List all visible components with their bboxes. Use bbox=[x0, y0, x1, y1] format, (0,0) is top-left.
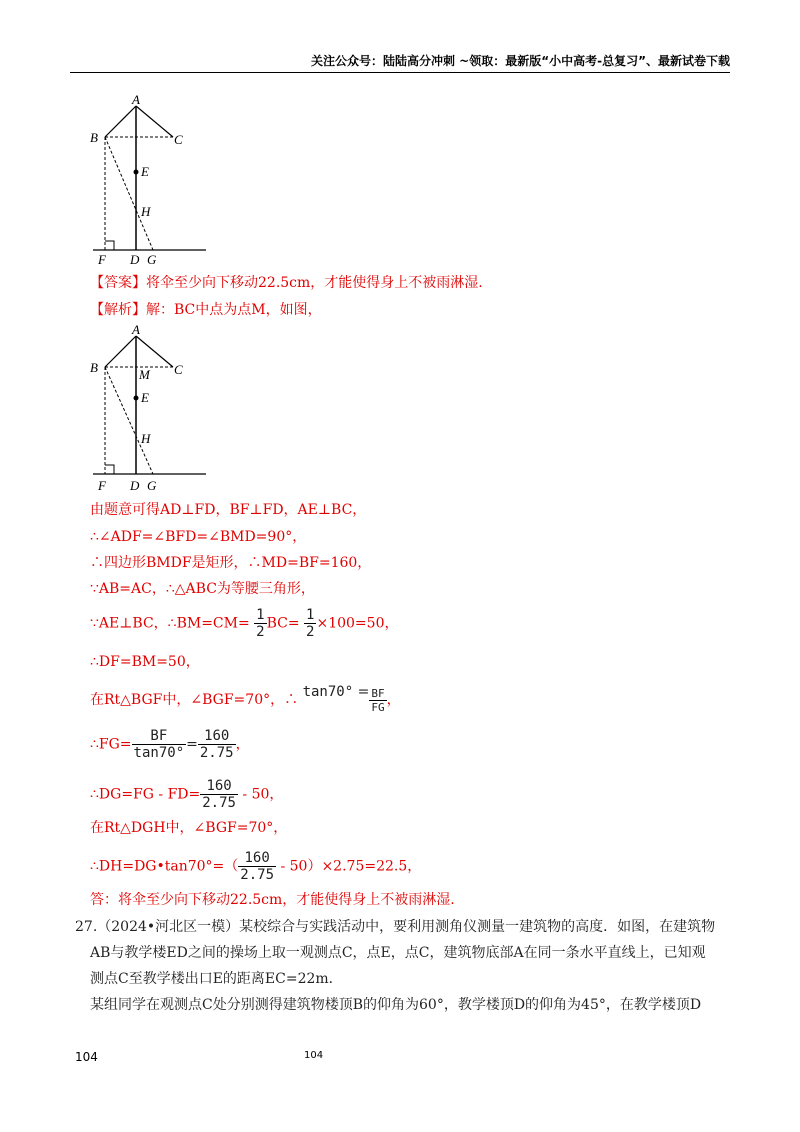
label-a: A bbox=[132, 322, 140, 337]
answer-text: 将伞至少向下移动22.5cm，才能使得身上不被雨淋湿. bbox=[146, 275, 483, 291]
solution-line-4: ∵AB=AC，∴△ABC为等腰三角形， bbox=[90, 581, 315, 597]
l9-pre: ∴DG=FG - FD= bbox=[90, 786, 201, 803]
l5-pre: ∵AE⊥BC，∴BM=CM= bbox=[90, 615, 250, 632]
frac-den: tan70° bbox=[133, 745, 185, 761]
fraction-half-2 bbox=[304, 607, 316, 640]
solution-line-1: 由题意可得AD⊥FD，BF⊥FD，AE⊥BC， bbox=[90, 502, 367, 518]
question-line-4: 某组同学在观测点C处分别测得建筑物楼顶B的仰角为60°，教学楼顶D的仰角为45°，在教学楼顶D bbox=[90, 997, 702, 1013]
label-d: D bbox=[130, 252, 140, 264]
question-number: 27. bbox=[75, 919, 98, 935]
frac-num: 1 bbox=[306, 607, 315, 623]
l9-post: - 50， bbox=[237, 786, 284, 803]
label-b: B bbox=[90, 360, 98, 375]
frac-num: 160 bbox=[238, 850, 276, 867]
fraction-160-275 bbox=[200, 778, 238, 811]
l7-post: ， bbox=[386, 692, 401, 708]
page-header bbox=[70, 50, 730, 73]
solution-line-6: ∴DF=BM=50， bbox=[90, 654, 200, 670]
label-f: F bbox=[98, 478, 106, 493]
question-line-1-text: （2024•河北区一模）某校综合与实践活动中，要利用测角仪测量一建筑物的高度．如图，在建筑物 bbox=[97, 919, 716, 935]
frac-den: 2 bbox=[306, 624, 315, 640]
l8-eq: = bbox=[186, 736, 198, 753]
solution-line-3: ∴四边形BMDF是矩形，∴MD=BF=160， bbox=[90, 555, 372, 571]
label-h: H bbox=[141, 431, 151, 446]
l11-post: - 50）×2.75=22.5， bbox=[276, 858, 422, 875]
label-g: G bbox=[147, 252, 157, 264]
label-h: H bbox=[141, 204, 151, 219]
solution-line-8 bbox=[90, 728, 250, 761]
analysis-text: 解：BC中点为点M，如图， bbox=[146, 302, 322, 318]
label-c: C bbox=[174, 362, 183, 377]
frac-den: 2.75 bbox=[240, 867, 274, 883]
analysis-line bbox=[90, 300, 322, 320]
solution-line-12: 答：将伞至少向下移动22.5cm，才能使得身上不被雨淋湿. bbox=[90, 892, 455, 908]
l5-post: ×100=50， bbox=[316, 615, 399, 632]
frac-den: 2.75 bbox=[202, 795, 236, 811]
l7-pre: 在Rt△BGF中，∠BGF=70°，∴ bbox=[90, 692, 299, 708]
umbrella-figure-2 bbox=[88, 322, 218, 494]
solution-line-2: ∴∠ADF=∠BFD=∠BMD=90°， bbox=[90, 529, 307, 545]
fraction-160-275 bbox=[198, 728, 236, 761]
solution-line-10: 在Rt△DGH中，∠BGF=70°， bbox=[90, 820, 288, 836]
frac-num: 160 bbox=[198, 728, 236, 745]
question-27 bbox=[75, 914, 735, 1018]
answer-line bbox=[90, 273, 483, 293]
frac-num: BF bbox=[371, 686, 385, 700]
umbrella-figure-1 bbox=[88, 92, 218, 264]
label-b: B bbox=[90, 130, 98, 145]
l7-eq: = bbox=[357, 684, 370, 700]
fraction-half-1 bbox=[254, 607, 266, 640]
fraction-bf-tan bbox=[132, 728, 187, 761]
label-g: G bbox=[147, 478, 157, 493]
l8-post: ， bbox=[235, 736, 250, 753]
label-e: E bbox=[141, 164, 149, 179]
question-line-3: 测点C至教学楼出口E的距离EC=22m． bbox=[90, 971, 343, 987]
l11-pre: ∴DH=DG•tan70°=（ bbox=[90, 858, 239, 875]
l5-mid: BC= bbox=[266, 615, 300, 632]
label-a: A bbox=[132, 92, 140, 107]
footer-page-number-left: 104 bbox=[75, 1050, 98, 1064]
footer-page-number-center: 104 bbox=[304, 1050, 324, 1061]
solution-line-9 bbox=[90, 778, 283, 811]
frac-num: BF bbox=[132, 728, 187, 745]
frac-num: 1 bbox=[256, 607, 265, 623]
solution-line-11 bbox=[90, 850, 421, 883]
solution-line-7 bbox=[90, 682, 401, 714]
tan70: tan70° bbox=[302, 684, 354, 700]
frac-den: 2 bbox=[256, 624, 265, 640]
l8-pre: ∴FG= bbox=[90, 736, 132, 753]
label-e: E bbox=[141, 390, 149, 405]
label-m: M bbox=[139, 367, 150, 382]
frac-num: 160 bbox=[200, 778, 238, 795]
frac-den: FG bbox=[371, 700, 385, 714]
answer-tag: 【答案】 bbox=[90, 275, 146, 291]
fraction-bf-fg bbox=[369, 687, 386, 714]
question-line-2: AB与教学楼ED之间的操场上取一观测点C，点E，点C，建筑物底部A在同一条水平直线上，已知观 bbox=[90, 945, 706, 961]
label-d: D bbox=[130, 478, 140, 493]
label-f: F bbox=[98, 252, 106, 264]
solution-line-5 bbox=[90, 607, 398, 640]
analysis-tag: 【解析】 bbox=[90, 302, 146, 318]
fraction-160-275 bbox=[238, 850, 276, 883]
question-line-1 bbox=[75, 914, 735, 940]
frac-den: 2.75 bbox=[199, 745, 234, 761]
label-c: C bbox=[174, 132, 183, 147]
header-text: 关注公众号：陆陆高分冲刺 ~领取：最新版“小中高考-总复习”、最新试卷下载 bbox=[311, 54, 730, 68]
